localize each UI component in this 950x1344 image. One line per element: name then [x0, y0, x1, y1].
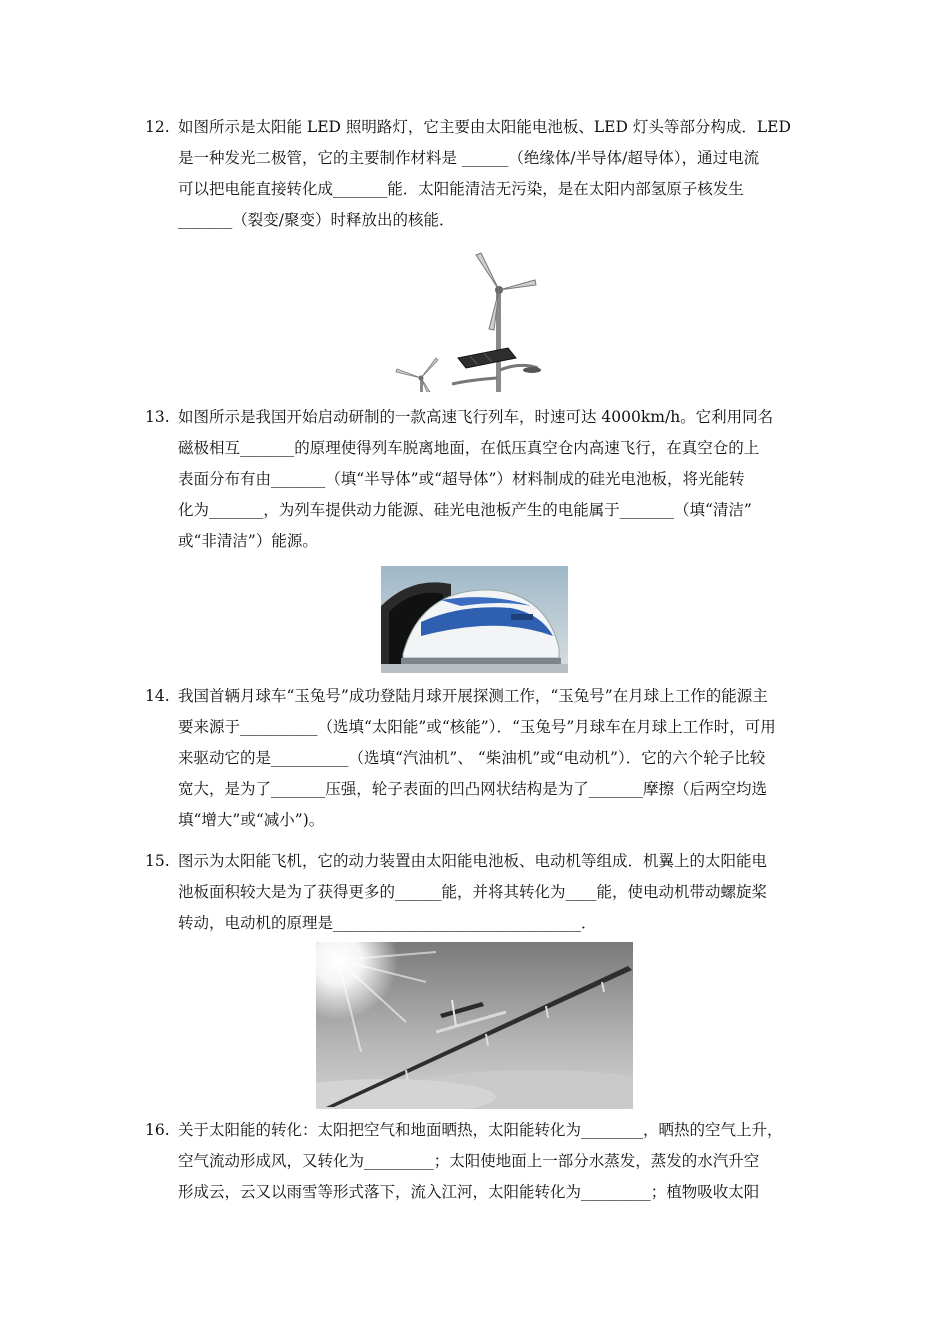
question-text-line: 转动，电动机的原理是________________________________．	[178, 914, 597, 932]
question-16	[145, 1115, 810, 1208]
question-text-line: 表面分布有由_______（填“半导体”或“超导体”）材料制成的硅光电池板，将光能转	[178, 470, 745, 488]
question-number: 16.	[145, 1121, 170, 1139]
question-text-line: _______（裂变/聚变）时释放出的核能．	[178, 211, 455, 229]
question-text-line: 化为_______，为列车提供动力能源、硅光电池板产生的电能属于_______（填“清洁”	[178, 501, 752, 519]
question-text-line: 空气流动形成风，又转化为_________；太阳使地面上一部分水蒸发，蒸发的水汽升空	[178, 1152, 760, 1170]
question-text-line: 池板面积较大是为了获得更多的______能，并将其转化为____能，使电动机带动螺旋桨	[178, 883, 768, 901]
solar-airplane-photo	[316, 942, 633, 1109]
question-text-line: 来驱动它的是__________（选填“汽油机”、 “柴油机”或“电动机”）．它的六个轮子比较	[178, 749, 766, 767]
question-text-line: 是一种发光二极管，它的主要制作材料是 ______（绝缘体/半导体/超导体），通过电流	[178, 149, 760, 167]
question-text-line: 宽大，是为了_______压强，轮子表面的凹凸网状结构是为了_______摩擦（后两空均选	[178, 780, 768, 798]
question-text-line: 形成云，云又以雨雪等形式落下，流入江河，太阳能转化为_________；植物吸收太阳	[178, 1183, 760, 1201]
flying-train-photo	[381, 566, 568, 673]
question-text-line: 或“非清洁”）能源。	[178, 532, 318, 550]
question-text-line: 可以把电能直接转化成_______能．太阳能清洁无污染，是在太阳内部氢原子核发生	[178, 180, 744, 198]
question-number: 12.	[145, 118, 170, 136]
question-text-line: 图示为太阳能飞机，它的动力装置由太阳能电池板、电动机等组成．机翼上的太阳能电	[178, 852, 768, 870]
question-14	[145, 681, 810, 836]
question-number: 15.	[145, 852, 170, 870]
question-15	[145, 846, 810, 939]
question-text-line: 如图所示是我国开始启动研制的一款高速飞行列车，时速可达 4000km/h。它利用同名	[178, 408, 774, 426]
question-number: 14.	[145, 687, 170, 705]
question-text-line: 填“增大”或“减小”)。	[178, 811, 325, 829]
question-text-line: 我国首辆月球车“玉兔号”成功登陆月球开展探测工作，“玉兔号”在月球上工作的能源主	[178, 687, 768, 705]
question-text-line: 关于太阳能的转化：太阳把空气和地面晒热，太阳能转化为________，晒热的空气上升，	[178, 1121, 783, 1139]
question-text-line: 磁极相互_______的原理使得列车脱离地面，在低压真空仓内高速飞行，在真空仓的上	[178, 439, 760, 457]
question-13	[145, 402, 810, 557]
question-12	[145, 112, 810, 236]
question-text-line: 要来源于__________（选填“太阳能”或“核能”）．“玉兔号”月球车在月球上工作时，可用	[178, 718, 776, 736]
wind-solar-street-light-figure	[390, 250, 550, 392]
question-text-line: 如图所示是太阳能 LED 照明路灯，它主要由太阳能电池板、LED 灯头等部分构成．LED	[178, 118, 791, 136]
question-number: 13.	[145, 408, 170, 426]
